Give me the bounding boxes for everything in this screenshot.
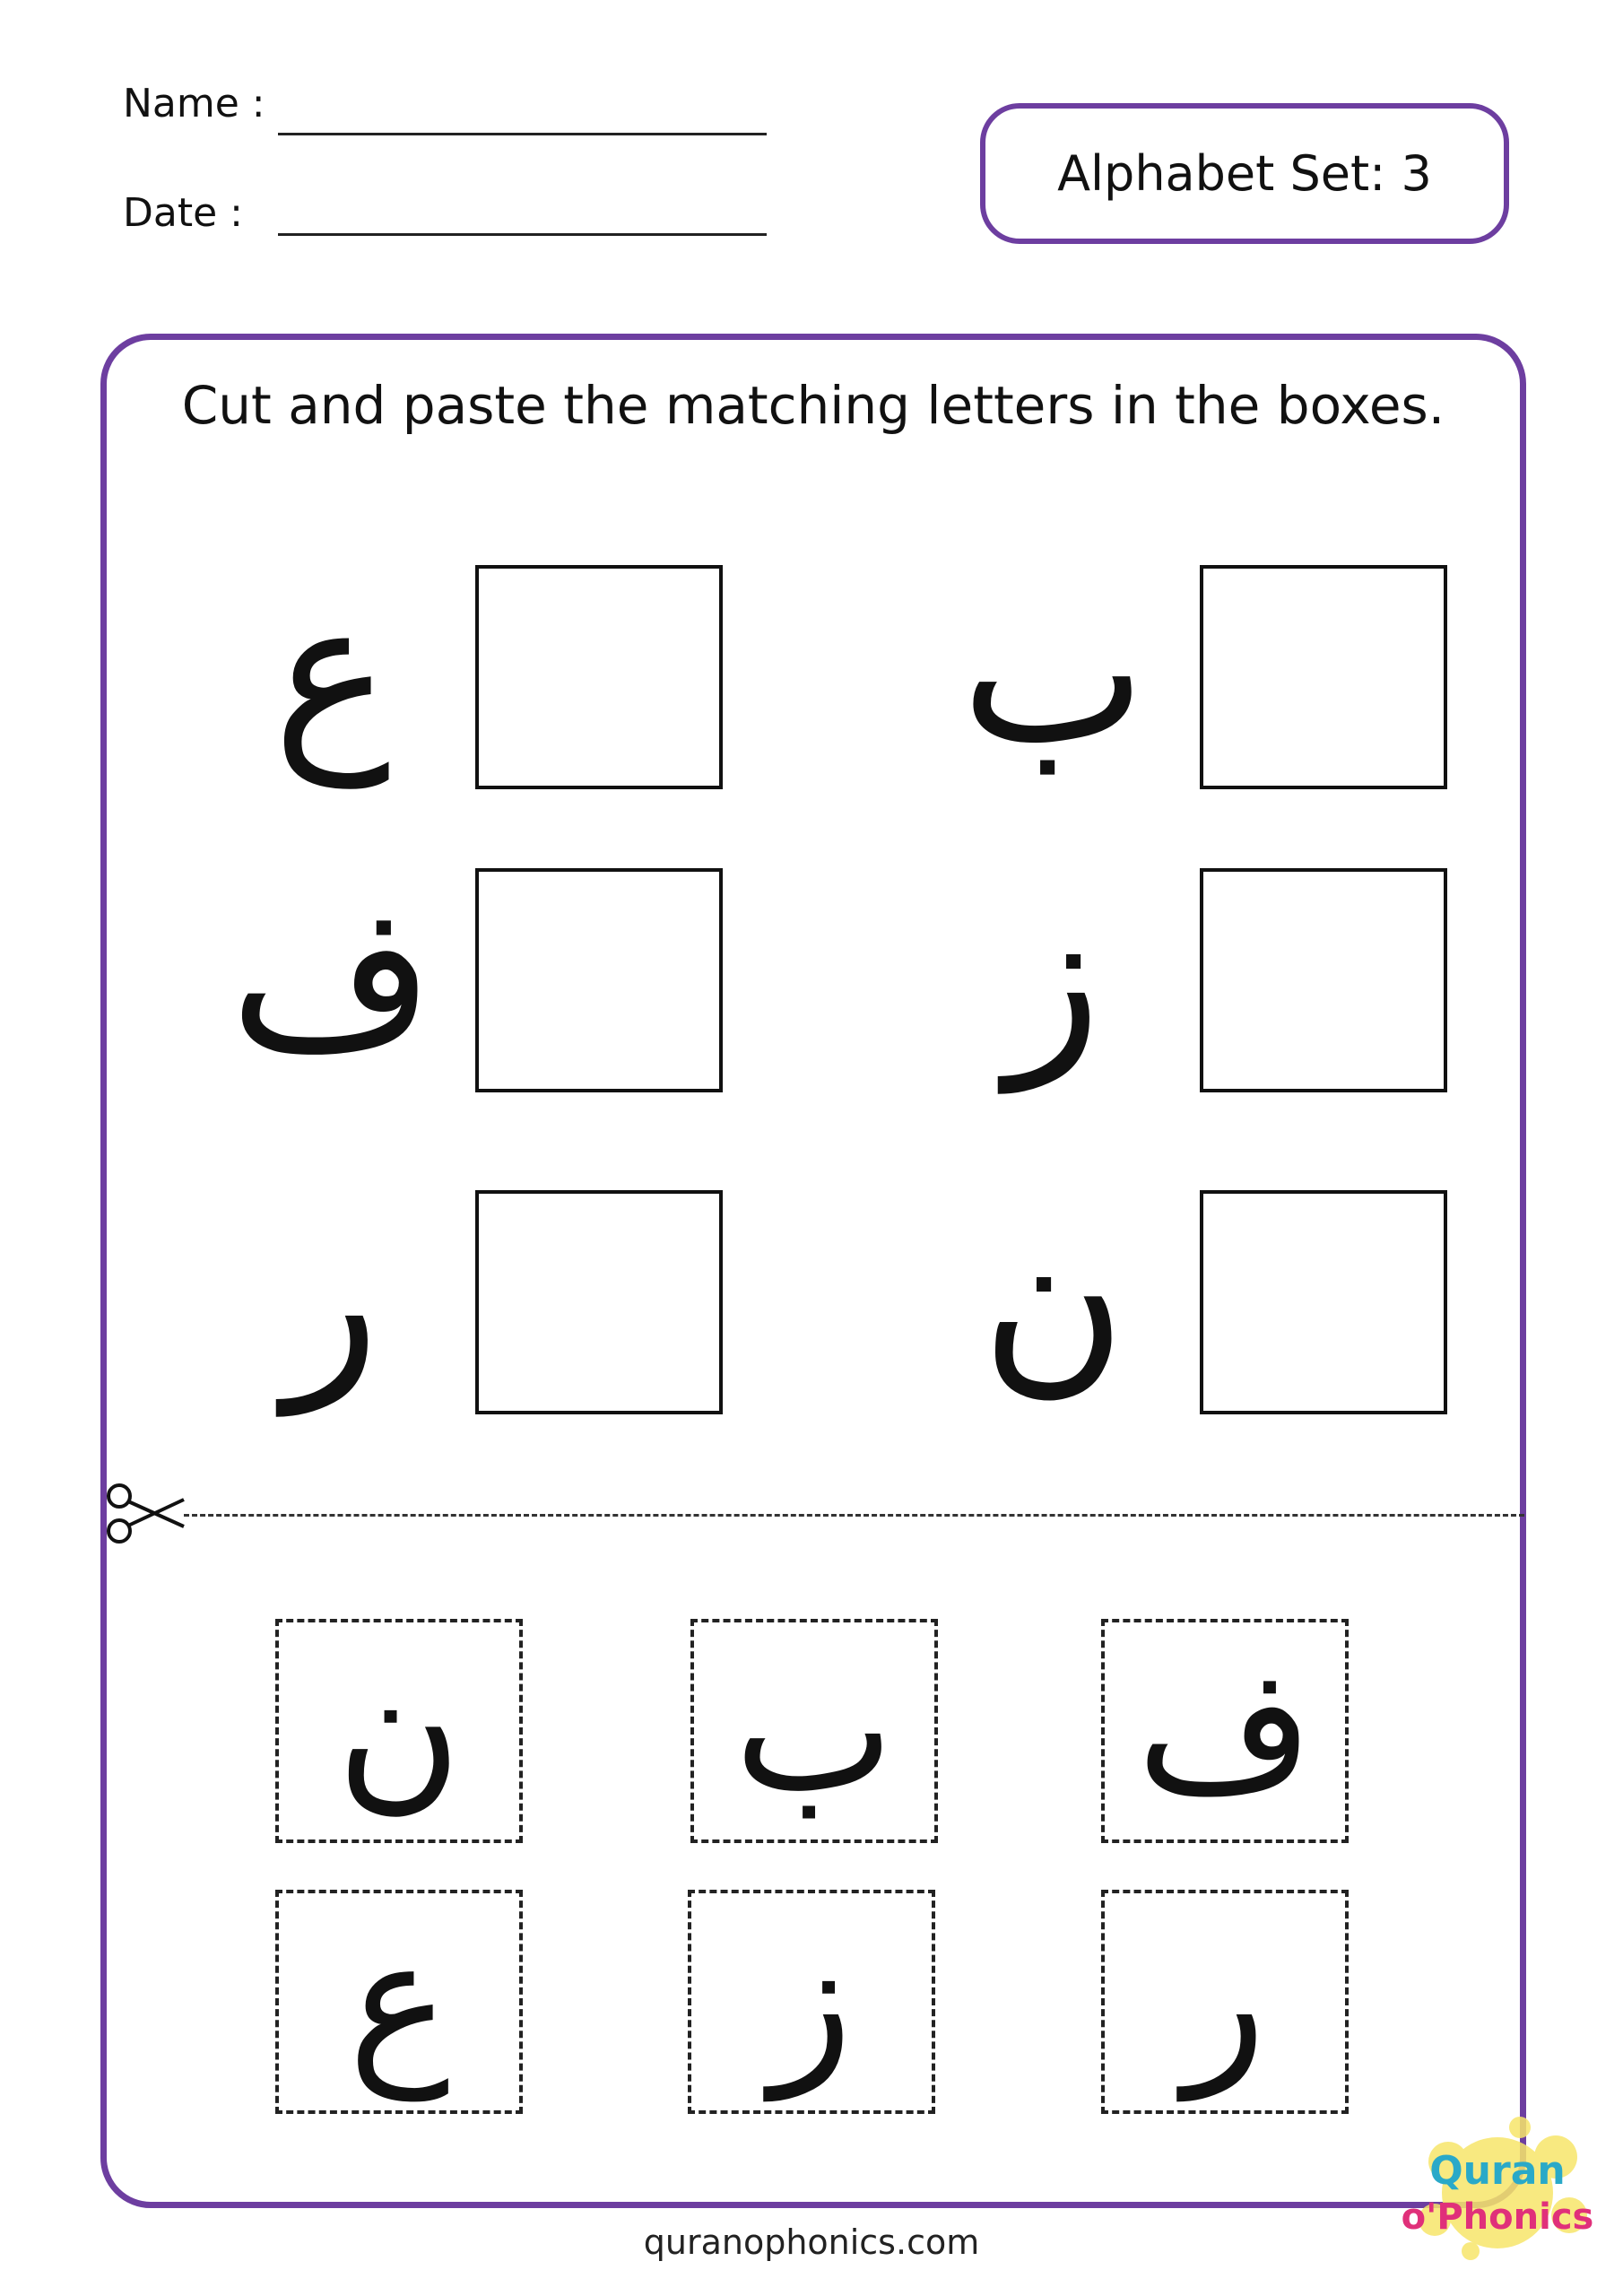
cut-line	[184, 1514, 1524, 1517]
cutout-letter: ن	[336, 1631, 462, 1830]
name-line[interactable]	[278, 133, 767, 135]
cutout-letter: ر	[1184, 1902, 1266, 2100]
quran-ophonics-logo	[1385, 2108, 1610, 2269]
alphabet-set-badge	[980, 103, 1509, 244]
date-line[interactable]	[278, 233, 767, 236]
cutout-card[interactable]	[1101, 1619, 1349, 1843]
date-label: Date :	[123, 190, 243, 236]
svg-text:o'Phonics: o'Phonics	[1401, 2196, 1594, 2238]
cutout-letter: ع	[348, 1902, 450, 2100]
cutout-letter: ب	[733, 1631, 895, 1830]
scissors-icon	[103, 1480, 188, 1547]
cutout-card[interactable]	[688, 1890, 935, 2114]
match-letter: ع	[273, 558, 391, 787]
svg-text:Quran: Quran	[1429, 2148, 1566, 2194]
footer-url: quranophonics.com	[643, 2222, 980, 2262]
cutout-card[interactable]	[1101, 1890, 1349, 2114]
paste-box[interactable]	[1200, 1190, 1447, 1414]
match-letter: ب	[960, 558, 1147, 787]
match-letter: ف	[229, 863, 435, 1092]
name-label: Name :	[123, 81, 265, 126]
paste-box[interactable]	[475, 868, 723, 1092]
match-letter: ر	[283, 1186, 380, 1415]
paste-box[interactable]	[475, 565, 723, 789]
alphabet-set-title: Alphabet Set: 3	[1057, 145, 1432, 202]
match-letter: ن	[981, 1186, 1126, 1415]
cutout-letter: ف	[1136, 1631, 1314, 1830]
paste-box[interactable]	[475, 1190, 723, 1414]
cutout-card[interactable]	[275, 1890, 523, 2114]
match-letter: ز	[1005, 863, 1102, 1092]
paste-box[interactable]	[1200, 868, 1447, 1092]
cutout-card[interactable]	[690, 1619, 938, 1843]
cutout-card[interactable]	[275, 1619, 523, 1843]
paste-box[interactable]	[1200, 565, 1447, 789]
instruction-text: Cut and paste the matching letters in the boxes.	[181, 375, 1445, 436]
cutout-letter: ز	[770, 1902, 853, 2100]
